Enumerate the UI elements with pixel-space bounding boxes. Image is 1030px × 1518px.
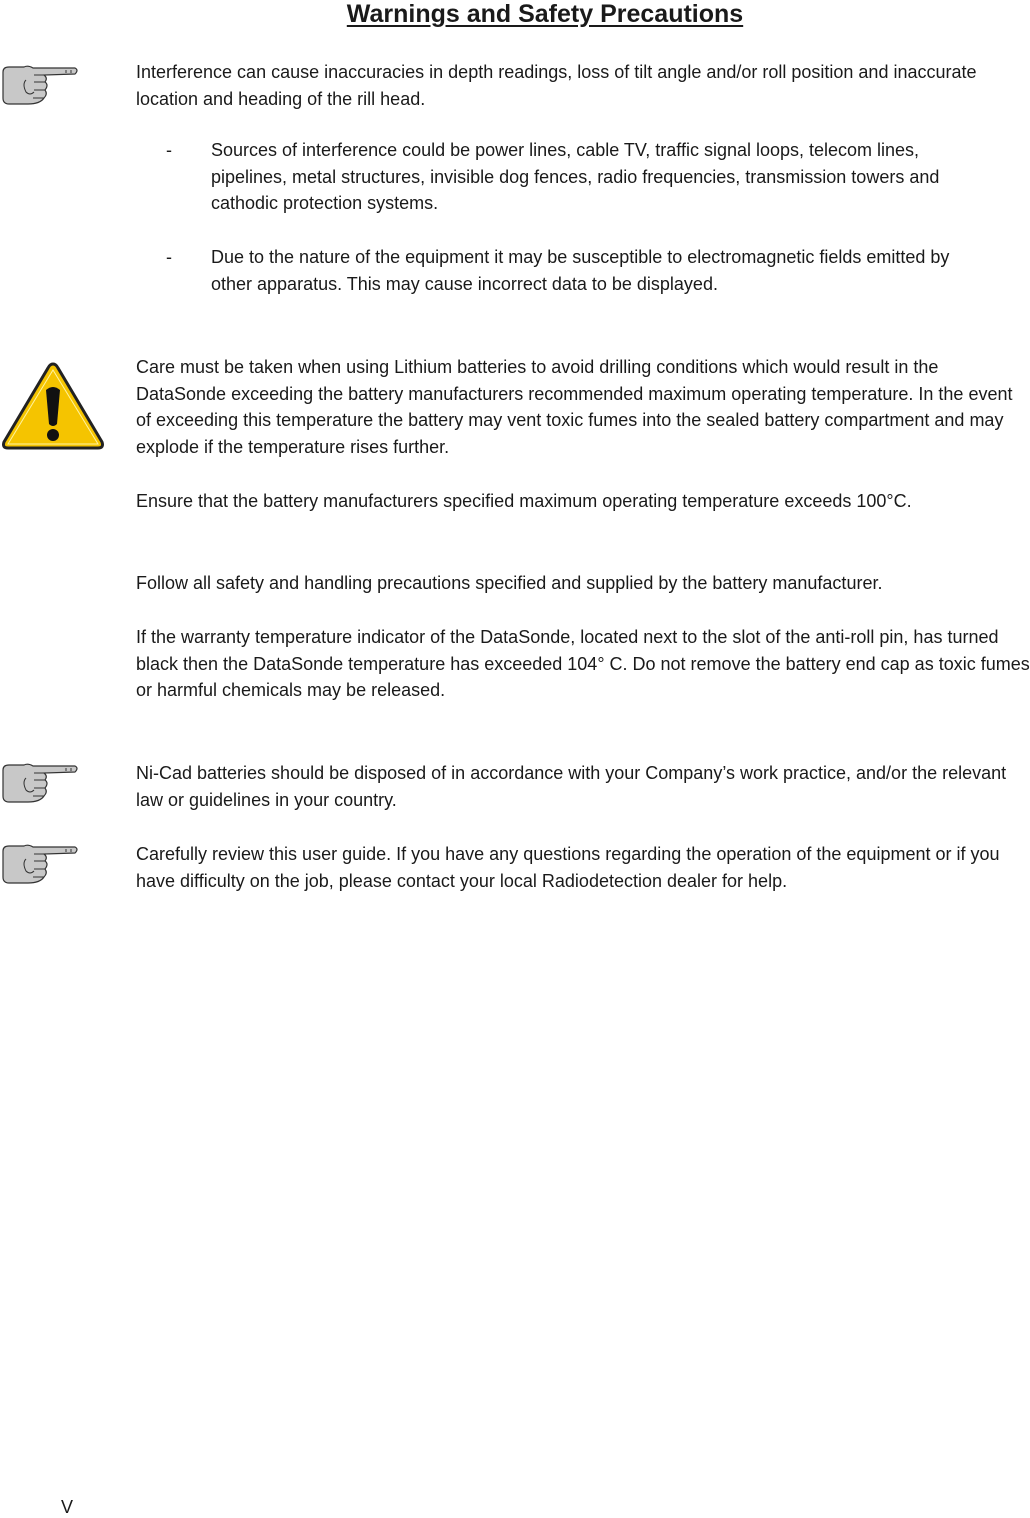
list-item [166, 244, 986, 297]
warning-triangle-icon [0, 360, 106, 452]
page-title: Warnings and Safety Precautions [346, 0, 744, 28]
bullet-marker: - [166, 247, 172, 267]
pointing-hand-icon [0, 762, 80, 804]
pointing-hand-icon [0, 64, 80, 106]
max-temperature-text: Ensure that the battery manufacturers specified maximum operating temperature exceeds 100°C. [136, 491, 912, 511]
electromagnetic-fields-text: Due to the nature of the equipment it may be susceptible to electromagnetic fields emitted by other apparatus. This may cause incorrect data to be displayed. [211, 247, 950, 294]
interference-warning-text: Interference can cause inaccuracies in depth readings, loss of tilt angle and/or roll position and inaccurate location and heading of the rill head. [136, 62, 977, 109]
nicad-disposal-text: Ni-Cad batteries should be disposed of in accordance with your Company’s work practice, and/or the relevant law or guidelines in your country. [136, 763, 1007, 810]
temperature-indicator-text: If the warranty temperature indicator of the DataSonde, located next to the slot of the anti-roll pin, has turned black then the DataSonde temperature has exceeded 104° C. Do not remove the battery end cap as toxic fumes or harmful chemicals may be released. [136, 627, 1030, 700]
page-number: V [61, 1497, 74, 1517]
safety-handling-text: Follow all safety and handling precautions specified and supplied by the battery manufacturer. [136, 573, 883, 593]
lithium-warning-text: Care must be taken when using Lithium batteries to avoid drilling conditions which would result in the DataSonde exceeding the battery manufacturers recommended maximum operating temperature. In the event of exceeding this temperature the battery may vent toxic fumes into the sealed battery compartment and may explode if the temperature rises further. [136, 357, 1013, 457]
pointing-hand-icon [0, 843, 80, 885]
list-item [166, 137, 986, 217]
review-guide-text: Carefully review this user guide. If you have any questions regarding the operation of the equipment or if you have difficulty on the job, please contact your local Radiodetection dealer for help. [136, 844, 1000, 891]
bullet-marker: - [166, 140, 172, 160]
interference-sources-text: Sources of interference could be power lines, cable TV, traffic signal loops, telecom lines, pipelines, metal structures, invisible dog fences, radio frequencies, transmission towers and cathodic protection systems. [211, 140, 940, 213]
